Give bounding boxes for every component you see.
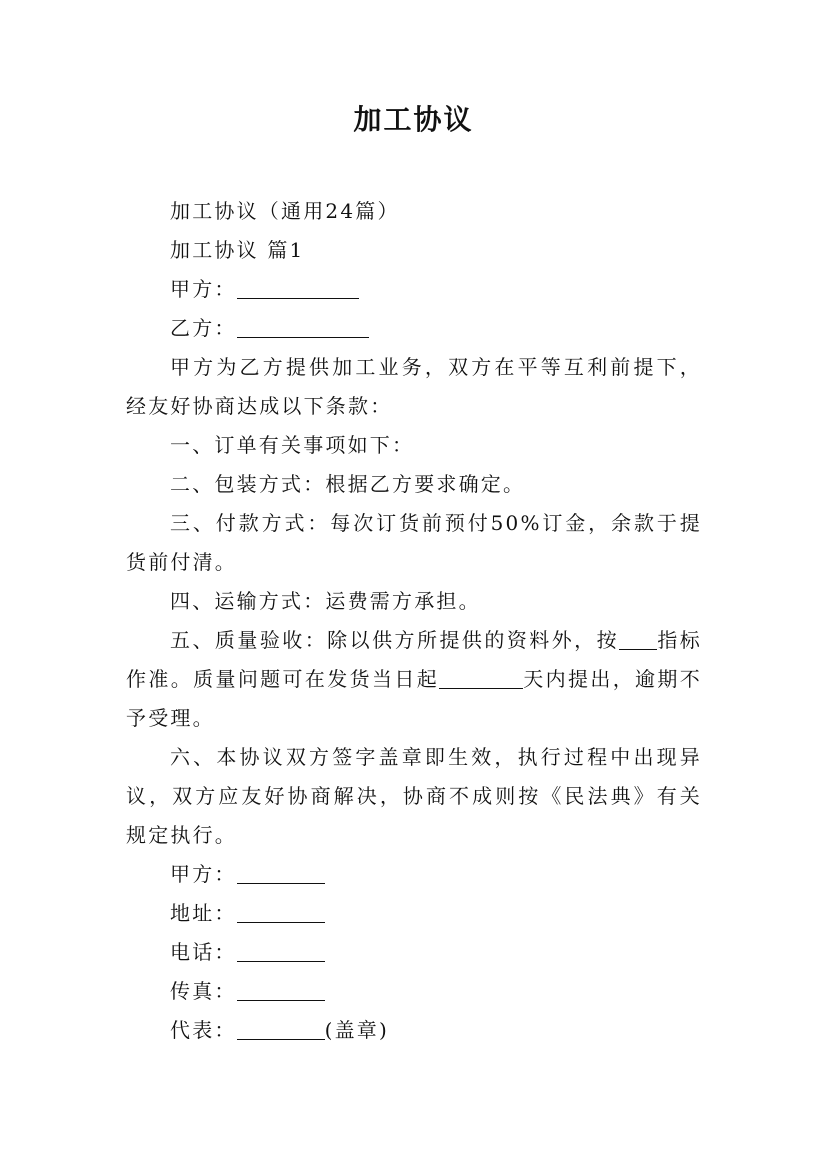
clause-5-part-a: 五、质量验收：除以供方所提供的资料外，按 bbox=[170, 628, 620, 652]
subtitle-text: 加工协议（通用24篇） bbox=[170, 199, 400, 223]
sign-party-a-line bbox=[126, 855, 702, 894]
clause-5-part-b: 指标作准。质量问题可在发货当日起 bbox=[126, 628, 703, 691]
document-body bbox=[126, 192, 702, 1050]
sign-address-blank bbox=[237, 900, 325, 923]
clause-2: 二、包装方式：根据乙方要求确定。 bbox=[170, 472, 526, 496]
party-b-label: 乙方： bbox=[170, 316, 237, 340]
party-a-label: 甲方： bbox=[170, 277, 237, 301]
sign-fax-label: 传真： bbox=[170, 979, 237, 1003]
document-title: 加工协议 bbox=[353, 103, 474, 136]
sign-party-a-blank bbox=[237, 861, 325, 884]
chapter-line bbox=[126, 231, 702, 270]
clause-5-part-c: 天内提出，逾期不予受理。 bbox=[126, 667, 702, 730]
sign-address-label: 地址： bbox=[170, 901, 237, 925]
party-a-blank bbox=[237, 276, 359, 299]
sign-fax-blank bbox=[237, 978, 325, 1001]
sign-party-a-label: 甲方： bbox=[170, 862, 237, 886]
clause-3: 三、付款方式：每次订货前预付50%订金，余款于提货前付清。 bbox=[126, 511, 702, 574]
sign-rep-blank bbox=[237, 1017, 325, 1040]
clause-5-blank-days bbox=[439, 666, 523, 689]
clause-4: 四、运输方式：运费需方承担。 bbox=[170, 589, 481, 613]
intro-paragraph: 甲方为乙方提供加工业务，双方在平等互利前提下，经友好协商达成以下条款： bbox=[126, 355, 702, 418]
clause-5-blank-standard bbox=[619, 627, 657, 650]
party-a-line bbox=[126, 270, 702, 309]
chapter-text: 加工协议 篇1 bbox=[170, 238, 305, 262]
sign-phone-label: 电话： bbox=[170, 940, 237, 964]
sign-fax-line bbox=[126, 972, 702, 1011]
clause-5 bbox=[126, 621, 702, 738]
sign-rep-label: 代表： bbox=[170, 1018, 237, 1042]
seal-note: (盖章) bbox=[324, 1018, 390, 1042]
clause-1: 一、订单有关事项如下： bbox=[170, 433, 415, 457]
clause-6: 六、本协议双方签字盖章即生效，执行过程中出现异议，双方应友好协商解决，协商不成则按《民法典》有关规定执行。 bbox=[126, 745, 702, 847]
party-b-line bbox=[126, 309, 702, 348]
sign-address-line bbox=[126, 894, 702, 933]
sign-phone-blank bbox=[237, 939, 325, 962]
subtitle-line bbox=[126, 192, 702, 231]
sign-phone-line bbox=[126, 933, 702, 972]
party-b-blank bbox=[237, 315, 369, 338]
sign-rep-line bbox=[126, 1011, 702, 1050]
